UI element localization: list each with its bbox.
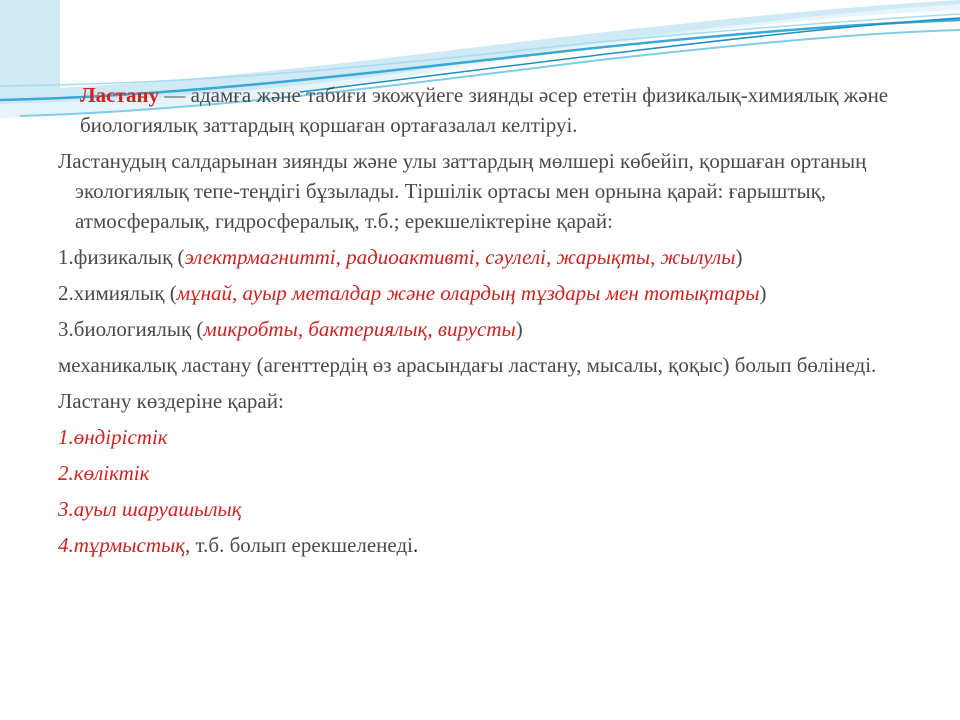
sources-heading: Ластану көздеріне қарай:: [58, 389, 284, 413]
type-close: ): [759, 281, 767, 305]
slide-content: [58, 80, 918, 566]
type-label: 2.химиялық (: [58, 281, 177, 305]
consequence-paragraph: Ластанудың салдарынан зиянды және улы заттардың мөлшері көбейіп, қоршаған ортаның экологиялық тепе-теңдігі бұзылады. Тіршілік ортасы мен орнына қарай: ғарыштық, атмосфералық, гидросфералық, т.б.; ерекшеліктеріне қарай:: [58, 149, 867, 233]
type-item-2: [58, 278, 918, 308]
type-examples: электрмагнитті, радиоактивті, сәулелі, жарықты, жылулы: [184, 245, 736, 269]
source-item-3: 3.ауыл шаруашылық: [58, 497, 242, 521]
definition-text: — адамға және табиғи экожүйеге зиянды әсер ететін физикалық-химиялық және биологиялық заттардың қоршаған ортағазалал келтіруі.: [80, 83, 889, 137]
term-lastanu: Ластану: [80, 83, 160, 107]
source-item-4: [58, 530, 918, 560]
mechanical-paragraph: механикалық ластану (агенттердің өз арасындағы ластану, мысалы, қоқыс) болып бөлінеді.: [58, 353, 877, 377]
type-item-1: [58, 242, 918, 272]
source-item-1: 1.өндірістік: [58, 425, 168, 449]
type-close: ): [735, 245, 743, 269]
source-item-2: 2.көліктік: [58, 461, 150, 485]
type-examples: мұнай, ауыр металдар және олардың тұздары мен тотықтары: [176, 281, 760, 305]
source-end: .: [413, 533, 419, 557]
type-close: ): [515, 317, 523, 341]
type-examples: микробты, бактериялық, вирусты: [203, 317, 516, 341]
source-label: 4.тұрмыстық: [58, 533, 186, 557]
type-item-3: [58, 314, 918, 344]
type-label: 3.биологиялық (: [58, 317, 204, 341]
definition-paragraph: [58, 80, 918, 140]
type-label: 1.физикалық (: [58, 245, 185, 269]
source-tail: , т.б. болып ерекшеленеді: [185, 533, 413, 557]
